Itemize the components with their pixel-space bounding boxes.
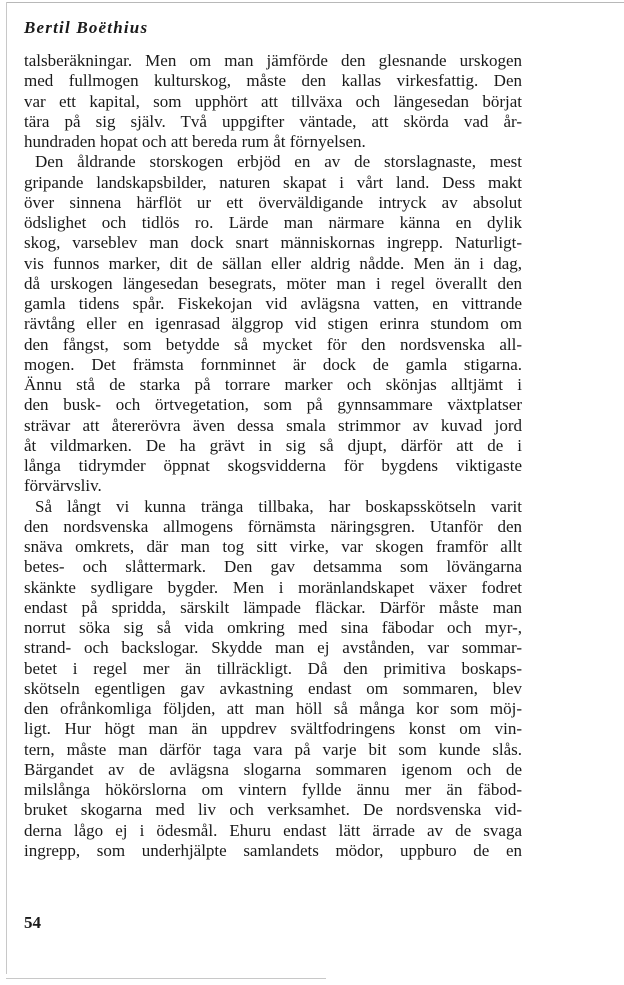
- text-line: den busk- och örtvegetation, som på gynnsammare växtplatser: [24, 395, 522, 415]
- text-line: skog, varseblev man dock snart människornas ingrepp. Naturligt-: [24, 233, 522, 253]
- text-line: åt vildmarken. De ha grävt in sig så djupt, därför att de i: [24, 435, 522, 455]
- text-line: ligt. Hur högt man än uppdrev svältfodringens konst om vin-: [24, 719, 522, 739]
- text-line: över sinnena härflöt ur ett överväldigande intryck av absolut: [24, 192, 522, 212]
- text-line: Den åldrande storskogen erbjöd en av de storslagnaste, mest: [35, 152, 522, 172]
- text-line: strand- och backslogar. Skydde man ej avstånden, var sommar-: [24, 638, 522, 658]
- text-line: endast på spridda, särskilt lämpade fläckar. Därför måste man: [24, 597, 522, 617]
- text-line: norrut söka sig så vida omkring med sina fäbodar och myr-,: [24, 618, 522, 637]
- text-line: bruket skogarna med liv och verksamhet. De nordsvenska vid-: [24, 800, 522, 820]
- text-line: tära på sig själv. Två uppgifter väntade, att skörda vad år-: [24, 111, 522, 131]
- page-bottom-edge: [6, 978, 326, 979]
- text-line: med fullmogen kulturskog, måste den kallas virkesfattig. Den: [24, 71, 522, 91]
- text-line: förvärvsliv.: [24, 476, 102, 496]
- text-line: ödslighet och tidlös ro. Lärde man närmare känna en dylik: [24, 213, 522, 232]
- text-line: ingrepp, som underhjälpte samlandets mödor, uppburo de en: [24, 840, 522, 860]
- text-line: den nordsvenska allmogens förnämsta näringsgren. Utanför den: [24, 516, 522, 536]
- text-line: den fångst, som betydde så mycket för den nordsvenska all-: [24, 334, 522, 354]
- text-line: betet i regel mer än tillräckligt. Då den primitiva boskaps-: [24, 658, 522, 678]
- running-head: Bertil Boëthius: [24, 18, 149, 37]
- text-line: milslånga hökörslorna om vintern fyllde ännu mer än fäbod-: [24, 780, 522, 799]
- text-line: strävar att återerövra även dessa smala strimmor av kuvad jord: [24, 415, 522, 435]
- text-line: derna lågo ej i ödesmål. Ehuru endast lätt ärrade av de svaga: [24, 820, 522, 840]
- text-line: Bärgandet av de avlägsna slogarna sommaren igenom och de: [24, 759, 522, 779]
- text-line: hundraden hopat och att bereda rum åt förnyelsen.: [24, 132, 366, 151]
- text-line: skänkte sydligare bygder. Men i moränlandskapet växer fodret: [24, 577, 522, 597]
- page-top-edge: [6, 2, 624, 3]
- text-line: gripande landskapsbilder, naturen skapat i vårt land. Dess makt: [24, 172, 522, 192]
- text-line: vis funnos marker, dit de sällan eller aldrig nådde. Men än i dag,: [24, 253, 522, 273]
- text-line: var ett kapital, som upphört att tillväxa och längesedan börjat: [24, 91, 522, 111]
- text-line: långa tidrymder öppnat skogsvidderna för bygdens viktigaste: [24, 456, 522, 475]
- text-line: snäva omkrets, där man tog sitt virke, var skogen framför allt: [24, 537, 522, 556]
- text-line: tern, måste man därför taga vara på varje bit som kunde slås.: [24, 739, 522, 759]
- text-line: rävtång eller en igenrasad älggrop vid stigen erinra stundom om: [24, 314, 522, 334]
- text-line: mogen. Det främsta fornminnet är dock de gamla stigarna.: [24, 354, 522, 374]
- text-line: gamla tidens spår. Fiskekojan vid avlägsna vatten, en vittrande: [24, 294, 522, 313]
- text-line: Ännu stå de starka på torrare marker och skönjas alltjämt i: [24, 375, 522, 394]
- text-line: Så långt vi kunna tränga tillbaka, har boskapsskötseln varit: [35, 496, 522, 516]
- page-left-edge: [6, 2, 7, 974]
- text-line: skötseln egentligen gav avkastning endast om sommaren, blev: [24, 678, 522, 698]
- text-line: betes- och slåttermark. Den gav detsamma som lövängarna: [24, 557, 522, 577]
- text-line: talsberäkningar. Men om man jämförde den glesnande urskogen: [24, 51, 522, 70]
- text-line: då urskogen längesedan besegrats, möter man i regel överallt den: [24, 273, 522, 293]
- body-text: [24, 51, 522, 861]
- text-line: den ofrånkomliga följden, att man höll så många kor som möj-: [24, 699, 522, 718]
- page-number: 54: [24, 913, 41, 932]
